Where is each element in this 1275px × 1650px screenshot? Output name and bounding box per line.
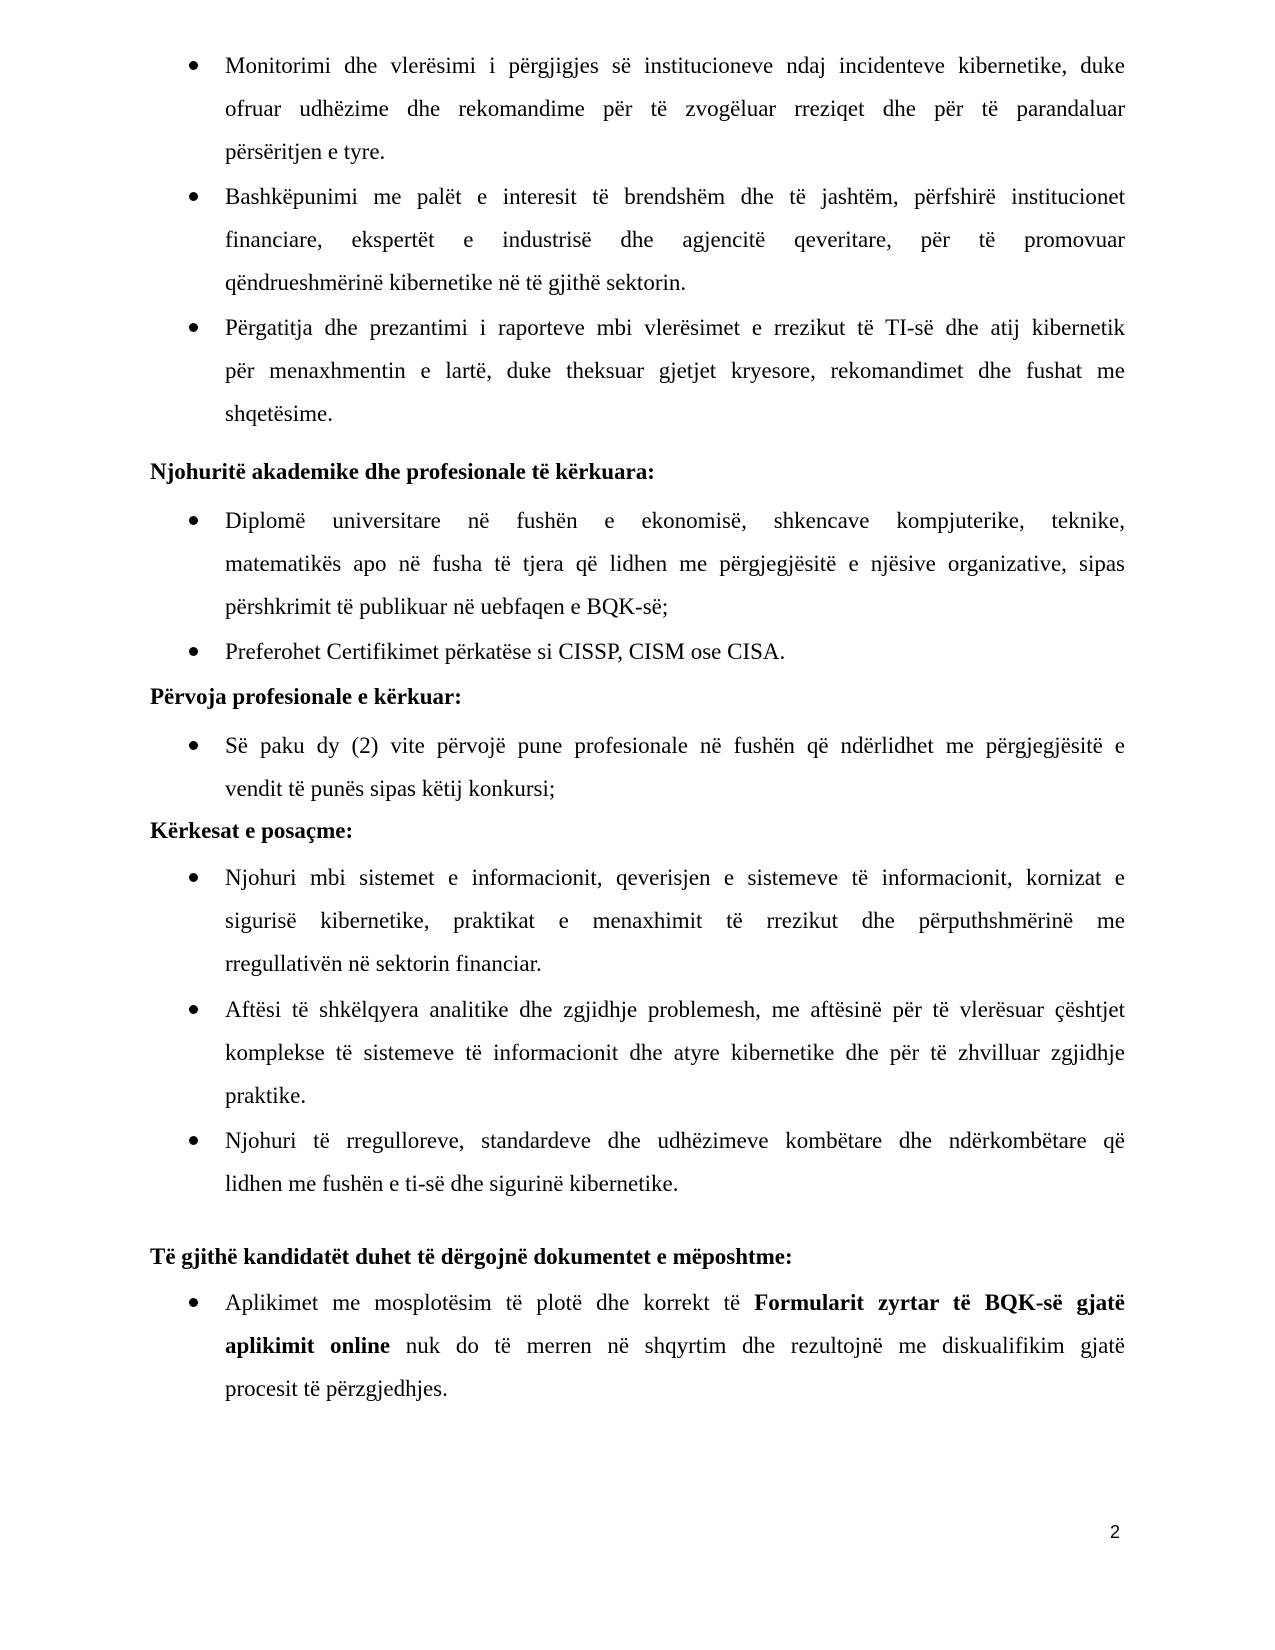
list-item-line: përsëritjen e tyre. <box>225 139 386 164</box>
list-item-line: procesit të përzgjedhjes. <box>225 1376 448 1401</box>
bullet-icon <box>189 873 198 882</box>
list-item-line: sigurisë kibernetike, praktikat e menaxhimit të rrezikut dhe përputhshmërinë me <box>225 908 1125 933</box>
text-plain: nuk do të merren në shqyrtim dhe rezultojnë me diskualifikim gjatë <box>390 1333 1125 1358</box>
section-heading-professional-experience: Përvoja profesionale e kërkuar: <box>150 684 462 709</box>
bullet-icon <box>189 1005 198 1014</box>
bullet-icon <box>189 741 198 750</box>
text-bold-official-form: Formularit zyrtar të BQK-së gjatë <box>754 1290 1125 1315</box>
list-item-line: praktike. <box>225 1083 307 1108</box>
list-item-line: qëndrueshmërinë kibernetike në të gjithë sektorin. <box>225 270 687 295</box>
bullet-icon <box>189 192 198 201</box>
bullet-icon <box>189 1136 198 1145</box>
list-item-line: komplekse të sistemeve të informacionit dhe atyre kibernetike dhe për të zhvilluar zgjidhje <box>225 1040 1125 1065</box>
list-item-line: rregullativën në sektorin financiar. <box>225 951 542 976</box>
list-item-line: ofruar udhëzime dhe rekomandime për të zvogëluar rreziqet dhe për të parandaluar <box>225 96 1125 121</box>
section-heading-required-documents: Të gjithë kandidatët duhet të dërgojnë dokumentet e mëposhtme: <box>150 1244 793 1269</box>
list-item-line: Përgatitja dhe prezantimi i raporteve mbi vlerësimet e rrezikut të TI-së dhe atij kibernetik <box>225 315 1125 340</box>
list-item-line: Së paku dy (2) vite përvojë pune profesionale në fushën që ndërlidhet me përgjegjësitë e <box>225 733 1125 758</box>
list-item-line: lidhen me fushën e ti-së dhe sigurinë kibernetike. <box>225 1171 679 1196</box>
list-item-line: Bashkëpunimi me palët e interesit të brendshëm dhe të jashtëm, përfshirë institucionet <box>225 184 1125 209</box>
bullet-icon <box>189 1298 198 1307</box>
list-item-line: shqetësime. <box>225 401 333 426</box>
bullet-icon <box>189 61 198 70</box>
list-item-line: Njohuri të rregulloreve, standardeve dhe udhëzimeve kombëtare dhe ndërkombëtare që <box>225 1128 1125 1153</box>
list-item-line: Preferohet Certifikimet përkatëse si CISSP, CISM ose CISA. <box>225 639 786 664</box>
list-item-line <box>225 1324 1125 1367</box>
bullet-icon <box>189 323 198 332</box>
section-heading-special-requirements: Kërkesat e posaçme: <box>150 818 354 843</box>
list-item-line: financiare, ekspertët e industrisë dhe agjencitë qeveritare, për të promovuar <box>225 227 1125 252</box>
list-item-line: Monitorimi dhe vlerësimi i përgjigjes së institucioneve ndaj incidenteve kibernetike, duke <box>225 53 1125 78</box>
list-item-line: vendit të punës sipas këtij konkursi; <box>225 776 556 801</box>
list-item-line: Njohuri mbi sistemet e informacionit, qeverisjen e sistemeve të informacionit, kornizat e <box>225 865 1125 890</box>
section-heading-academic-knowledge: Njohuritë akademike dhe profesionale të kërkuara: <box>150 459 655 484</box>
list-item-line: përshkrimit të publikuar në uebfaqen e BQK-së; <box>225 594 669 619</box>
bullet-icon <box>189 647 198 656</box>
text-bold-online-application: aplikimit online <box>225 1333 391 1358</box>
list-item-line: Aftësi të shkëlqyera analitike dhe zgjidhje problemesh, me aftësinë për të vlerësuar çështjet <box>225 997 1125 1022</box>
list-item-line <box>225 1281 1125 1324</box>
text-plain: Aplikimet me mosplotësim të plotë dhe korrekt të <box>225 1290 755 1315</box>
page-number: 2 <box>1110 1522 1121 1542</box>
bullet-icon <box>189 516 198 525</box>
list-item-line: matematikës apo në fusha të tjera që lidhen me përgjegjësitë e njësive organizative, sipas <box>225 551 1125 576</box>
list-item-line: Diplomë universitare në fushën e ekonomisë, shkencave kompjuterike, teknike, <box>225 508 1125 533</box>
list-item-line: për menaxhmentin e lartë, duke theksuar gjetjet kryesore, rekomandimet dhe fushat me <box>225 358 1125 383</box>
